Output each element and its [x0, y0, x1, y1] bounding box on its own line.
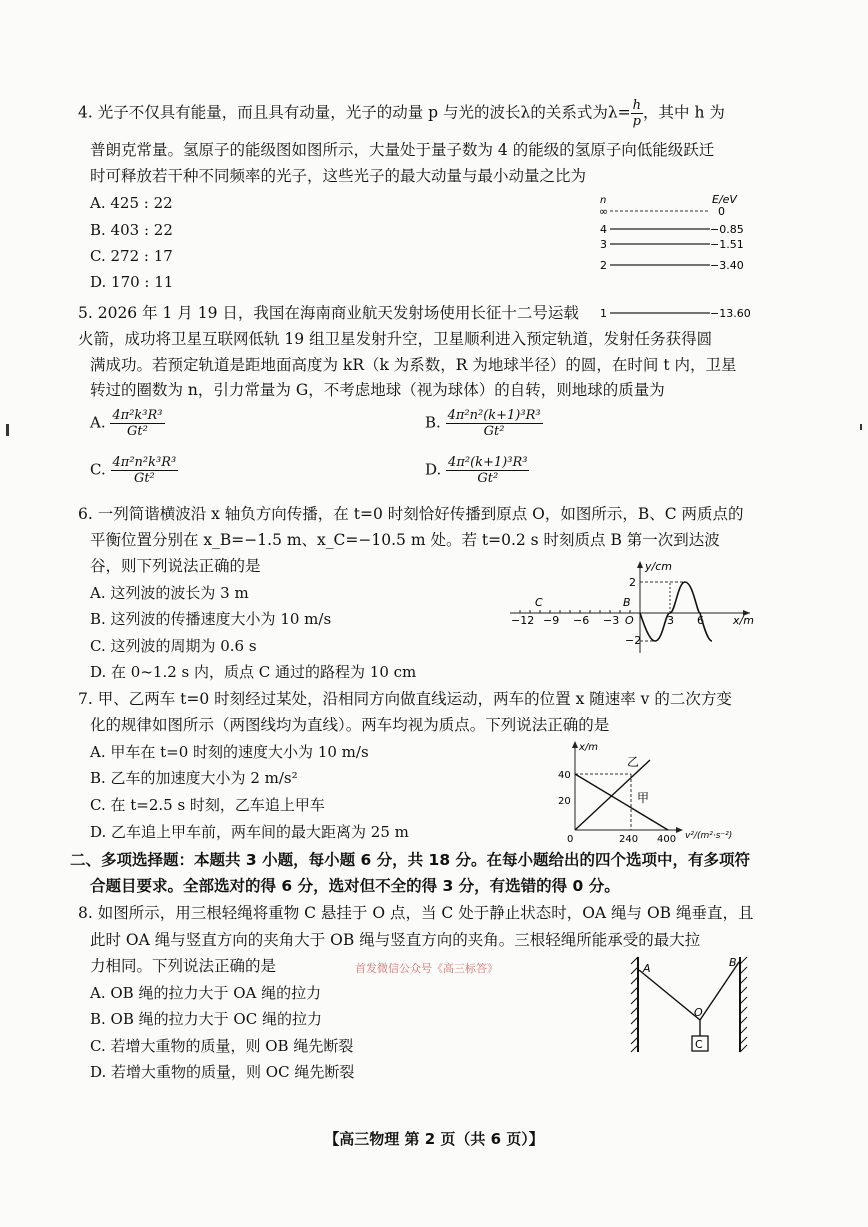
level-e: −0.85: [710, 223, 744, 236]
label-b: B: [729, 956, 737, 969]
option-fraction: [446, 408, 543, 439]
page-footer: 【高三物理 第 2 页（共 6 页）】: [324, 1130, 544, 1148]
q7-option-d: D. 乙车追上甲车前，两车间的最大距离为 25 m: [90, 823, 409, 841]
q4-line3: 时可释放若干种不同频率的光子，这些光子的最大动量与最小动量之比为: [90, 167, 587, 185]
left-wall-hatch: [631, 957, 638, 1052]
level-n: ∞: [599, 205, 609, 218]
frac-num: 4π²n²k³R³: [112, 455, 177, 470]
level-n: 3: [600, 238, 607, 251]
q7-option-b: B. 乙车的加速度大小为 2 m/s²: [90, 769, 298, 787]
q4-option-d: D. 170 : 11: [90, 273, 174, 291]
label-yi: 乙: [627, 755, 640, 769]
y-tick: −2: [625, 634, 642, 647]
e-label: E/eV: [712, 193, 737, 206]
x-tick: −3: [603, 614, 620, 627]
q6-option-b: B. 这列波的传播速度大小为 10 m/s: [90, 610, 332, 628]
lambda-fraction: [631, 98, 643, 129]
q7-line1: 7. 甲、乙两车 t=0 时刻经过某处，沿相同方向做直线运动，两车的位置 x 随速率 v 的二次方变: [78, 690, 732, 708]
q8-option-a: A. OB 绳的拉力大于 OA 绳的拉力: [90, 984, 322, 1002]
point-c-label: C: [535, 596, 543, 609]
q5-line2: 火箭，成功将卫星互联网低轨 19 组卫星发射升空，卫星顺利进入预定轨道，发射任务获得圆: [78, 330, 713, 348]
q5-line1: 5. 2026 年 1 月 19 日，我国在海南商业航天发射场使用长征十二号运载: [78, 304, 579, 322]
rope-diagram: [628, 952, 753, 1057]
level-1: [600, 307, 751, 320]
option-fraction: [111, 455, 179, 486]
label-o: O: [694, 1006, 703, 1019]
q5-option-c: [90, 455, 178, 486]
level-e: 0: [718, 205, 725, 218]
y-tick: 40: [558, 770, 571, 781]
q6-option-c: C. 这列波的周期为 0.6 s: [90, 637, 257, 655]
x-axis-label: v²/(m²·s⁻²): [685, 831, 733, 841]
level-e: −3.40: [710, 259, 744, 272]
q8-option-c: C. 若增大重物的质量，则 OB 绳先断裂: [90, 1037, 354, 1055]
x-tick: −6: [573, 614, 590, 627]
point-b-label: B: [623, 596, 631, 609]
option-fraction: [446, 455, 529, 486]
q6-option-a: A. 这列波的波长为 3 m: [90, 584, 249, 602]
level-e: −1.51: [710, 238, 744, 251]
y-tick: 20: [558, 796, 571, 807]
q7-option-a: A. 甲车在 t=0 时刻的速度大小为 10 m/s: [90, 743, 369, 761]
q8-line2: 此时 OA 绳与竖直方向的夹角大于 OB 绳与竖直方向的夹角。三根轻绳所能承受的最大拉: [90, 931, 701, 949]
level-inf: [599, 205, 725, 218]
rope-oa: [639, 970, 700, 1020]
origin-label: O: [625, 614, 634, 627]
level-n: 4: [600, 223, 607, 236]
q8-option-b: B. OB 绳的拉力大于 OC 绳的拉力: [90, 1010, 322, 1028]
option-label: D.: [425, 460, 442, 479]
label-c: C: [695, 1038, 703, 1051]
level-3: [600, 238, 744, 251]
watermark: 首发微信公众号《高三标答》: [355, 962, 498, 975]
q4-option-a: A. 425 : 22: [90, 194, 173, 212]
q4-text-c: ，其中 h 为: [643, 103, 725, 122]
option-fraction: [110, 408, 164, 439]
label-jia: 甲: [637, 791, 650, 805]
level-e: −13.60: [710, 307, 751, 320]
frac-num: h: [632, 98, 642, 113]
q8-line1: 8. 如图所示，用三根轻绳将重物 C 悬挂于 O 点，当 C 处于静止状态时，OA 绳与 OB 绳垂直，且: [78, 904, 754, 922]
q8-line3: 力相同。下列说法正确的是: [90, 957, 277, 975]
y-axis-arrow: [637, 561, 643, 568]
q5-line4: 转过的圈数为 n，引力常量为 G，不考虑地球（视为球体）的自转，则地球的质量为: [90, 381, 665, 399]
line-jia: [575, 774, 668, 830]
frac-den: Gt²: [483, 424, 505, 439]
level-n: 2: [600, 259, 607, 272]
q5-line3: 满成功。若预定轨道是距地面高度为 kR（k 为系数，R 为地球半径）的圆，在时间 t 内，卫星: [90, 356, 737, 374]
q7-option-c: C. 在 t=2.5 s 时刻，乙车追上甲车: [90, 796, 325, 814]
x-tick: 240: [619, 834, 639, 845]
q6-line3: 谷，则下列说法正确的是: [90, 557, 261, 575]
frac-den: Gt²: [127, 424, 148, 439]
label-a: A: [643, 962, 651, 975]
q7-line2: 化的规律如图所示（两图线均为直线）。两车均视为质点。下列说法正确的是: [90, 716, 610, 734]
frac-den: p: [632, 114, 641, 129]
level-4: [600, 223, 744, 236]
option-label: A.: [90, 413, 106, 432]
q5-option-d: [425, 455, 529, 486]
x-tick: 400: [657, 834, 677, 845]
energy-level-diagram: [590, 192, 760, 327]
frac-num: 4π²(k+1)³R³: [448, 455, 528, 470]
x-tick: −9: [543, 614, 560, 627]
wave-curve: [640, 582, 712, 641]
option-label: B.: [425, 413, 441, 432]
x-tick: −12: [511, 614, 535, 627]
x-axis-label: x/m: [733, 614, 754, 627]
x-tick: 0: [567, 834, 574, 845]
y-axis-label: x/m: [579, 742, 599, 753]
position-velocity-graph: [555, 738, 755, 846]
q4-line2: 普朗克常量。氢原子的能级图如图所示，大量处于量子数为 4 的能级的氢原子向低能级跃迁: [90, 141, 715, 159]
right-wall-hatch: [740, 957, 747, 1052]
x-tick: 6: [697, 614, 704, 627]
q6-option-d: D. 在 0~1.2 s 内，质点 C 通过的路程为 10 cm: [90, 663, 417, 681]
section2-line1: 二、多项选择题：本题共 3 小题，每小题 6 分，共 18 分。在每小题给出的四个选项中，有多项符: [70, 851, 751, 869]
q6-line1: 6. 一列简谐横波沿 x 轴负方向传播，在 t=0 时刻恰好传播到原点 O，如图所示，B、C 两质点的: [78, 505, 744, 523]
q4-text-b: p 与光的波长λ的关系式为λ=: [423, 103, 631, 122]
level-n: 1: [600, 307, 607, 320]
option-label: C.: [90, 460, 106, 479]
q4-line1: [78, 98, 725, 129]
rope-ob: [700, 962, 739, 1020]
n-label: n: [600, 195, 607, 206]
scan-mark: [6, 424, 9, 436]
q6-line2: 平衡位置分别在 x_B=−1.5 m、x_C=−10.5 m 处。若 t=0.2 s 时刻质点 B 第一次到达波: [90, 531, 720, 549]
frac-den: Gt²: [477, 471, 499, 486]
x-axis-arrow: [676, 827, 683, 833]
q8-option-d: D. 若增大重物的质量，则 OC 绳先断裂: [90, 1063, 355, 1081]
wave-graph: [505, 558, 760, 658]
q5-option-a: [90, 408, 165, 439]
level-2: [600, 259, 744, 272]
frac-num: 4π²n²(k+1)³R³: [447, 408, 541, 423]
y-axis-arrow: [572, 741, 578, 748]
x-tick: 3: [667, 614, 674, 627]
q4-text-a: 4. 光子不仅具有能量，而且具有动量，光子的动量: [78, 103, 424, 122]
y-tick: 2: [629, 576, 636, 589]
section2-line2: 合题目要求。全部选对的得 6 分，选对但不全的得 3 分，有选错的得 0 分。: [90, 877, 620, 895]
y-axis-label: y/cm: [645, 560, 672, 573]
scan-mark: [860, 424, 862, 430]
frac-num: 4π²k³R³: [112, 408, 163, 423]
q4-option-c: C. 272 : 17: [90, 247, 173, 265]
q4-option-b: B. 403 : 22: [90, 221, 173, 239]
q5-option-b: [425, 408, 543, 439]
frac-den: Gt²: [133, 471, 155, 486]
